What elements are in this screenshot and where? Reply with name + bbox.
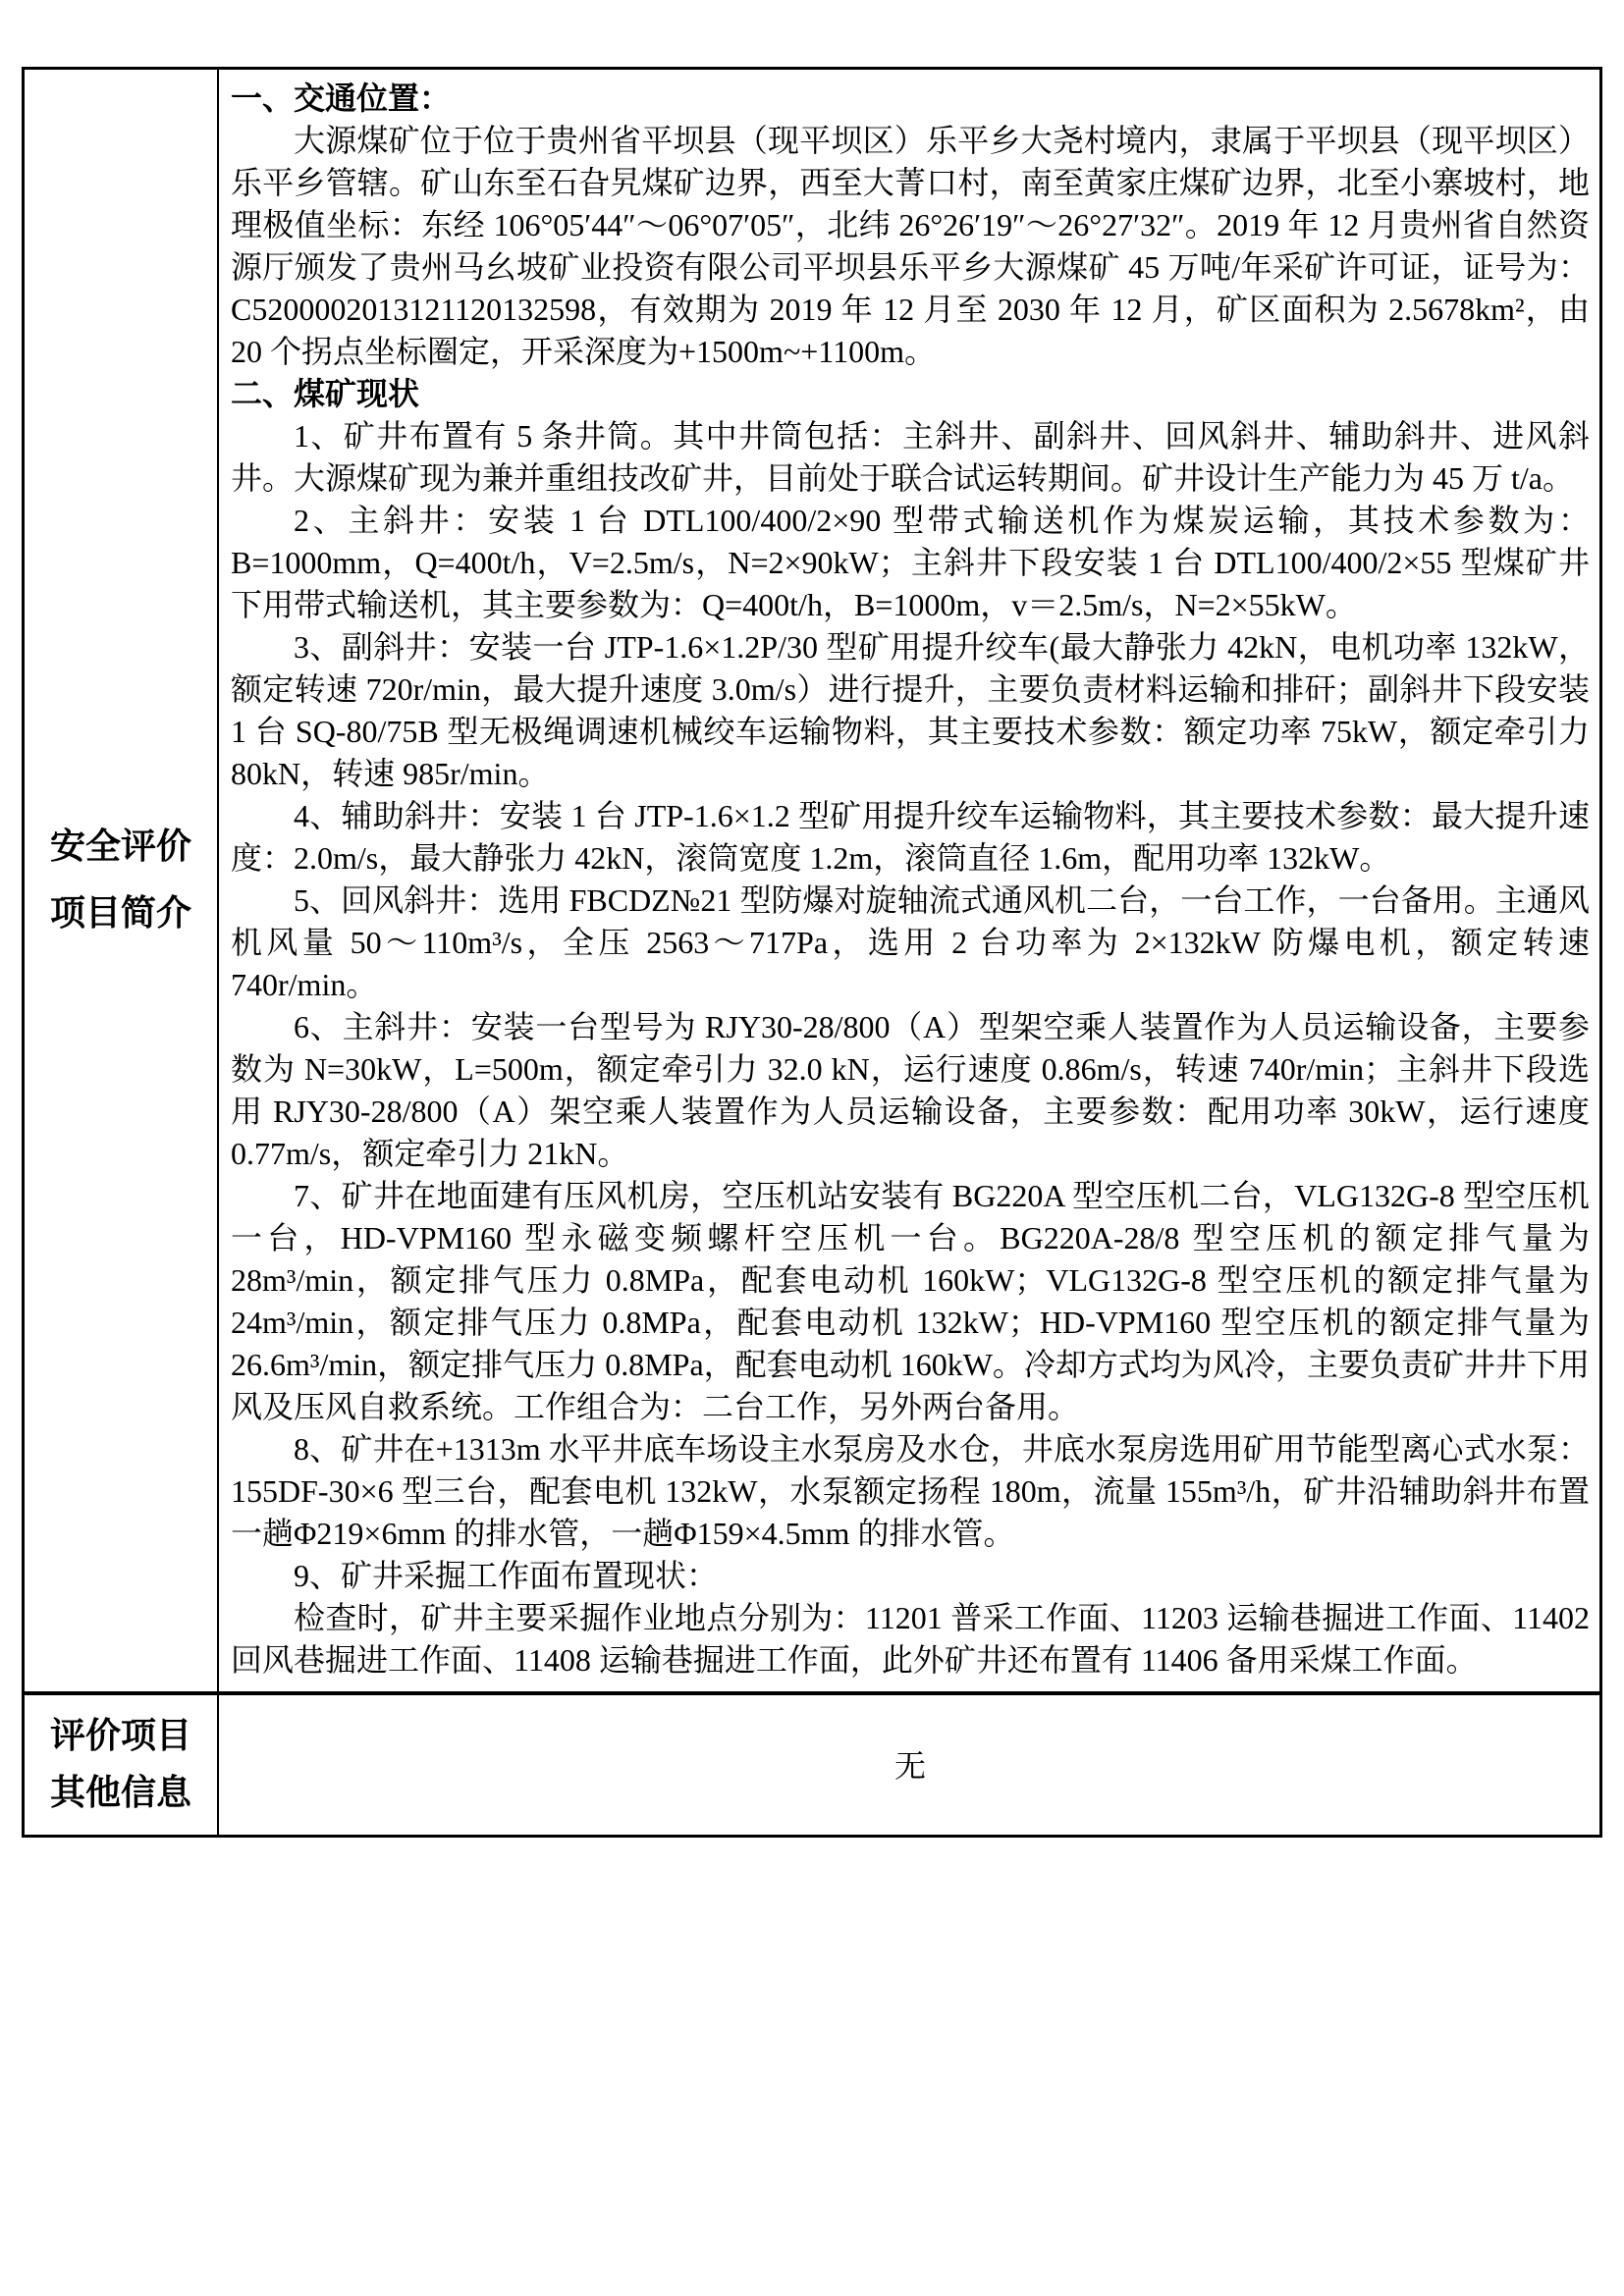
paragraph-working-faces-detail: 检查时，矿井主要采掘作业地点分别为：11201 普采工作面、11203 运输巷掘进工作面、11402 回风巷掘进工作面、11408 运输巷掘进工作面，此外矿井还布置有 11406 备用采煤工作面。 — [231, 1600, 1590, 1678]
evaluation-table — [22, 67, 1602, 1838]
paragraph-air-compressors: 7、矿井在地面建有压风机房，空压机站安装有 BG220A 型空压机二台，VLG132G-8 型空压机一台，HD-VPM160 型永磁变频螺杆空压机一台。BG220A-28/8 型空压机的额定排气量为 28m³/min，额定排气压力 0.8MPa，配套电动机 160kW；VLG132G-8 型空压机的额定排气量为 24m³/min，额定排气压力 0.8MPa，配套电动机 132kW；HD-VPM160 型空压机的额定排气量为 26.6m³/min，额定排气压力 0.8MPa，配套电动机 160kW。冷却方式均为风冷，主要负责矿井井下用风及压风自救系统。工作组合为：二台工作，另外两台备用。 — [231, 1178, 1590, 1424]
paragraph-assist-incline-winch: 4、辅助斜井：安装 1 台 JTP-1.6×1.2 型矿用提升绞车运输物料，其主要技术参数：最大提升速度：2.0m/s，最大静张力 42kN，滚筒宽度 1.2m，滚筒直径 1.6m，配用功率 132kW。 — [231, 798, 1590, 876]
table-row-intro — [25, 70, 1599, 1691]
paragraph-shafts: 1、矿井布置有 5 条井筒。其中井筒包括：主斜井、副斜井、回风斜井、辅助斜井、进风斜井。大源煤矿现为兼并重组技改矿井，目前处于联合试运转期间。矿井设计生产能力为 45 万 t/a。 — [231, 418, 1590, 496]
paragraph-auxiliary-incline-winch: 3、副斜井：安装一台 JTP-1.6×1.2P/30 型矿用提升绞车(最大静张力 42kN，电机功率 132kW，额定转速 720r/min，最大提升速度 3.0m/s）进行提升，主要负责材料运输和排矸；副斜井下段安装 1 台 SQ-80/75B 型无极绳调速机械绞车运输物料，其主要技术参数：额定功率 75kW，额定牵引力 80kN，转速 985r/min。 — [231, 629, 1590, 791]
paragraph-main-incline-conveyor: 2、主斜井：安装 1 台 DTL100/400/2×90 型带式输送机作为煤炭运输，其技术参数为：B=1000mm，Q=400t/h，V=2.5m/s，N=2×90kW；主斜井下段安装 1 台 DTL100/400/2×55 型煤矿井下用带式输送机，其主要参数为：Q=400t/h，B=1000m，v＝2.5m/s，N=2×55kW。 — [231, 503, 1590, 622]
section-heading-traffic-location: 一、交通位置： — [231, 80, 452, 116]
label-line: 安全评价 — [49, 827, 191, 867]
label-cell-safety-eval-intro — [25, 70, 219, 1691]
table-row-other-info — [25, 1691, 1599, 1835]
paragraph-working-faces-heading: 9、矿井采掘工作面布置现状： — [294, 1558, 719, 1593]
other-info-value: 无 — [893, 1748, 926, 1784]
content-cell-other-info — [219, 1695, 1599, 1835]
content-cell-intro — [219, 70, 1599, 1691]
label-cell-other-info — [25, 1695, 219, 1835]
paragraph-man-riding-device: 6、主斜井：安装一台型号为 RJY30-28/800（A）型架空乘人装置作为人员运输设备，主要参数为 N=30kW，L=500m，额定牵引力 32.0 kN，运行速度 0.86m/s，转速 740r/min；主斜井下段选用 RJY30-28/800（A）架空乘人装置作为人员运输设备，主要参数：配用功率 30kW，运行速度 0.77m/s，额定牵引力 21kN。 — [231, 1009, 1590, 1171]
paragraph-location: 大源煤矿位于位于贵州省平坝县（现平坝区）乐平乡大尧村境内，隶属于平坝县（现平坝区）乐平乡管辖。矿山东至石旮旯煤矿边界，西至大菁口村，南至黄家庄煤矿边界，北至小寨坡村，地理极值坐标：东经 106°05′44″～06°07′05″，北纬 26°26′19″～26°27′32″。2019 年 12 月贵州省自然资源厅颁发了贵州马幺坡矿业投资有限公司平坝县乐平乡大源煤矿 45 万吨/年采矿许可证，证号为：C5200002013121120132598，有效期为 2019 年 12 月至 2030 年 12 月，矿区面积为 2.5678km²，由 20 个拐点坐标圈定，开采深度为+1500m~+1100m。 — [231, 123, 1590, 369]
paragraph-return-air-fan: 5、回风斜井：选用 FBCDZ№21 型防爆对旋轴流式通风机二台，一台工作，一台备用。主通风机风量 50～110m³/s，全压 2563～717Pa，选用 2 台功率为 2×132kW 防爆电机，额定转速 740r/min。 — [231, 882, 1590, 1002]
label-line: 其他信息 — [49, 1773, 191, 1812]
paragraph-water-pumps: 8、矿井在+1313m 水平井底车场设主水泵房及水仓，井底水泵房选用矿用节能型离心式水泵：155DF-30×6 型三台，配套电机 132kW，水泵额定扬程 180m，流量 155m³/h，矿井沿辅助斜井布置一趟Φ219×6mm 的排水管，一趟Φ159×4.5mm 的排水管。 — [231, 1431, 1590, 1551]
label-line: 项目简介 — [49, 893, 191, 933]
section-heading-mine-status: 二、煤矿现状 — [231, 376, 420, 411]
label-line: 评价项目 — [49, 1716, 191, 1756]
